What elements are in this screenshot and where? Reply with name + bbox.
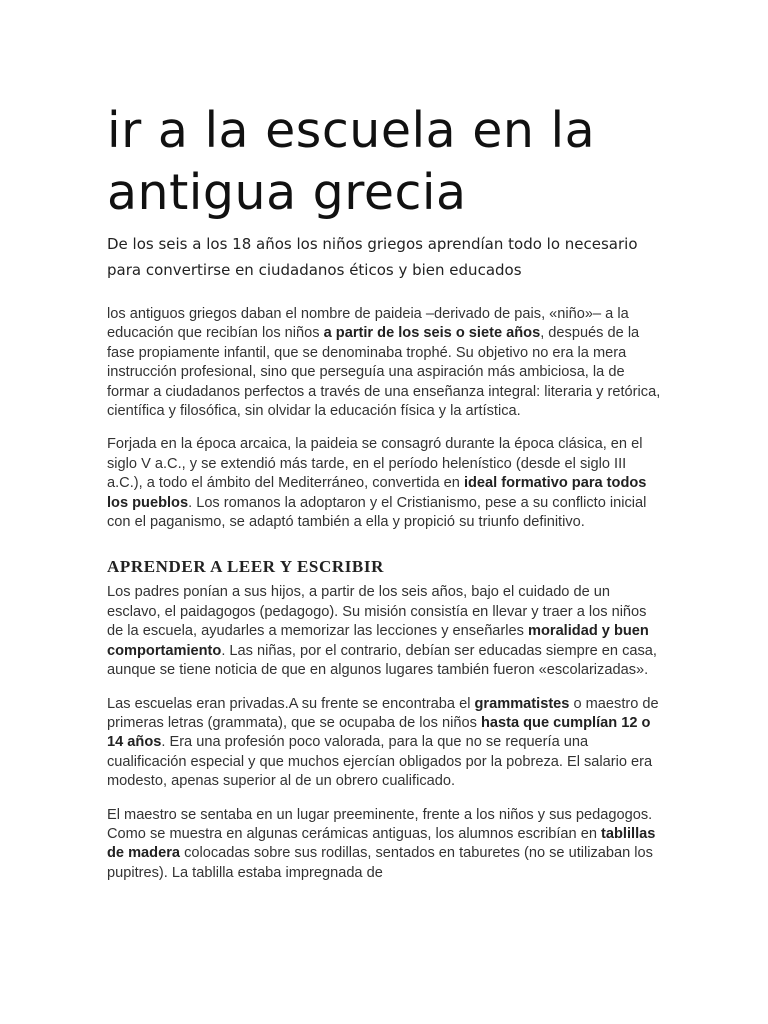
bold-phrase: grammatistes (474, 695, 570, 712)
bold-phrase: tablillas de madera (107, 825, 656, 862)
bold-phrase: hasta que cumplían 12 o 14 años (107, 714, 651, 751)
section-heading: APRENDER A LEER Y ESCRIBIR (107, 557, 384, 577)
paragraph-text: Los padres ponían a sus hijos, a partir de los seis años, bajo el cuidado de un esclavo, el paidagogos (pedagogo). Su misión consistía en llevar y traer a los niños de la escuela, ayudarles a memorizar las lecciones y enseñarles (107, 584, 647, 640)
paragraph-5 (107, 806, 663, 884)
article-title: ir a la escuela en la antigua grecia (107, 102, 596, 221)
paragraph-text: los antiguos griegos daban el nombre de paideia –derivado de pais, «niño»– a la educación que recibían los niños (107, 306, 629, 342)
paragraph-4 (107, 695, 663, 792)
paragraph-text: El maestro se sentaba en un lugar preeminente, frente a los niños y sus pedagogos. Como se muestra en algunas cerámicas antiguas, los alumnos escribían en (107, 806, 653, 842)
paragraph-2 (107, 435, 663, 532)
bold-phrase: moralidad y buen comportamiento (107, 623, 649, 659)
paragraph-text: . Los romanos la adoptaron y el Cristianismo, pese a su conflicto inicial con el paganismo, se adaptó también a ella y propició su triunfo definitivo. (107, 494, 647, 531)
paragraph-text: . Era una profesión poco valorada, para la que no se requería una cualificación especial y que muchos ejercían obligados por la pobreza. El salario era modesto, apenas superior al de un obrero cualificado. (107, 734, 653, 790)
article-body (107, 305, 663, 897)
paragraph-1 (107, 305, 663, 421)
paragraph-3 (107, 583, 663, 680)
paragraph-text: Forjada en la época arcaica, la paideia se consagró durante la época clásica, en el siglo V a.C., y se extendió más tarde, en el período helenístico (desde el siglo III a.C.), a todo el ámbito del Mediterráneo, convertida en (107, 436, 643, 492)
article-subtitle: De los seis a los 18 años los niños griegos aprendían todo lo necesario para convertirse en ciudadanos éticos y bien educados (107, 235, 638, 279)
paragraph-text: colocadas sobre sus rodillas, sentados en taburetes (no se utilizaban los pupitres). La tablilla estaba impregnada de (107, 845, 653, 881)
paragraph-text: Las escuelas eran privadas.A su frente se encontraba el (107, 695, 475, 712)
bold-phrase: ideal formativo para todos los pueblos (107, 475, 647, 511)
paragraph-text: . Las niñas, por el contrario, debían ser educadas siempre en casa, aunque se tiene noticia de que en algunos lugares también fueron «escolarizadas». (107, 642, 657, 679)
paragraph-text: , después de la fase propiamente infantil, que se denominaba trophé. Su objetivo no era la mera instrucción profesional, sino que perseguía una aspiración más ambiciosa, la de formar a ciudadanos perfectos a través de una enseñanza integral: literaria y retórica, científica y filosófica, sin olvidar la educación física y la artística. (107, 325, 661, 420)
bold-phrase: a partir de los seis o siete años (323, 325, 541, 342)
paragraph-text: o maestro de primeras letras (grammata), que se ocupaba de los niños (107, 695, 659, 731)
